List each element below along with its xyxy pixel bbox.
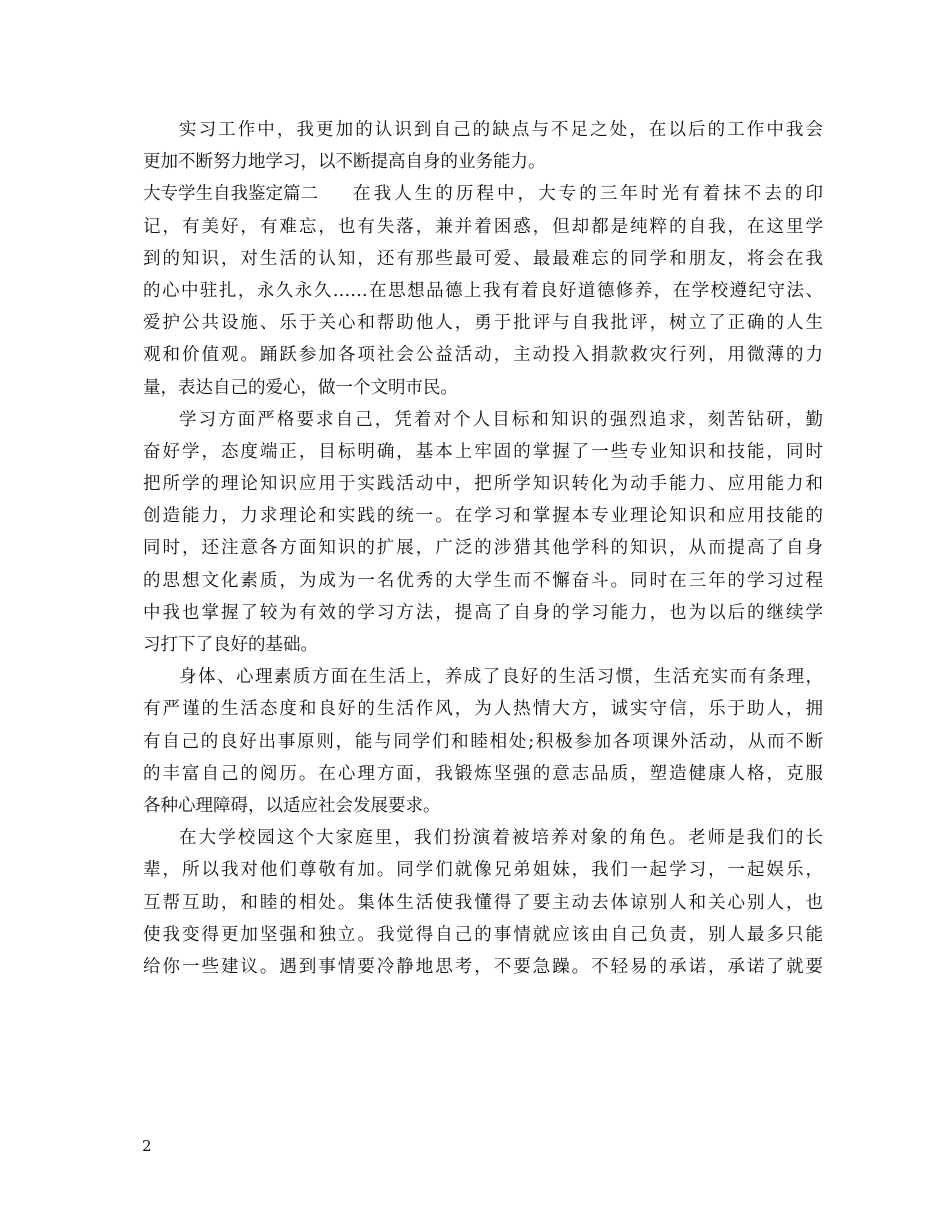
text-line: 习打下了良好的基础。 [143, 635, 318, 655]
heading-line [143, 178, 823, 210]
text-line: 身体、心理素质方面在生活上，养成了良好的生活习惯，生活充实而有条理， [179, 667, 823, 688]
text-line: 把所学的理论知识应用于实践活动中，把所学知识转化为动手能力、应用能力和 [143, 474, 823, 495]
text-line: 互帮互助，和睦的相处。集体生活使我懂得了要主动去体谅别人和关心别人，也 [143, 892, 823, 913]
text-line: 奋好学，态度端正，目标明确，基本上牢固的掌握了一些专业知识和技能，同时 [143, 441, 823, 462]
text-line: 给你一些建议。遇到事情要冷静地思考，不要急躁。不轻易的承诺，承诺了就要 [143, 956, 823, 977]
text-line: 创造能力，力求理论和实践的统一。在学习和掌握本专业理论知识和应用技能的 [143, 506, 823, 527]
paragraph [143, 822, 823, 983]
text-line: 更加不断努力地学习，以不断提高自身的业务能力。 [143, 152, 546, 173]
text-line: 爱护公共设施、乐于关心和帮助他人，勇于批评与自我批评，树立了正确的人生 [143, 313, 823, 334]
text-line: 量，表达自己的爱心，做一个文明市民。 [143, 377, 458, 398]
text-line: 各种心理障碍，以适应社会发展要求。 [143, 795, 441, 816]
text-line: 中我也掌握了较为有效的学习方法，提高了自身的学习能力，也为以后的继续学 [143, 602, 823, 623]
text-line: 同时，还注意各方面知识的扩展，广泛的涉猎其他学科的知识，从而提高了自身 [143, 538, 823, 559]
text-line: 有严谨的生活态度和良好的生活作风，为人热情大方，诚实守信，乐于助人，拥 [143, 699, 823, 720]
paragraph [143, 178, 823, 403]
text-line: 使我变得更加坚强和独立。我觉得自己的事情就应该由自己负责，别人最多只能 [143, 924, 823, 945]
text-line: 学习方面严格要求自己，凭着对个人目标和知识的强烈追求，刻苦钻研，勤 [179, 409, 823, 430]
page-number: 2 [142, 1137, 152, 1155]
text-line: 的丰富自己的阅历。在心理方面，我锻炼坚强的意志品质，塑造健康人格，克服 [143, 763, 823, 784]
section-heading: 大专学生自我鉴定篇二 [143, 184, 318, 205]
text-line: 实习工作中，我更加的认识到自己的缺点与不足之处，在以后的工作中我会 [179, 120, 823, 140]
text-line: 观和价值观。踊跃参加各项社会公益活动，主动投入捐款救灾行列，用微薄的力 [143, 345, 823, 366]
text-line: 的思想文化素质，为成为一名优秀的大学生而不懈奋斗。同时在三年的学习过程 [143, 570, 823, 591]
text-line: 有自己的良好出事原则，能与同学们和睦相处;积极参加各项课外活动，从而不断 [143, 731, 823, 752]
paragraph [143, 114, 823, 178]
paragraph [143, 404, 823, 662]
text-line: 记，有美好，有难忘，也有失落，兼并着困惑，但却都是纯粹的自我，在这里学 [143, 216, 823, 237]
text-line: 在大学校园这个大家庭里，我们扮演着被培养对象的角色。老师是我们的长 [179, 828, 823, 849]
text-line: 到的知识，对生活的认知，还有那些最可爱、最最难忘的同学和朋友，将会在我 [143, 248, 823, 269]
text-line: 在我人生的历程中，大专的三年时光有着抹不去的印 [353, 184, 823, 205]
text-line: 的心中驻扎，永久永久……在思想品德上我有着良好道德修养，在学校遵纪守法、 [143, 280, 823, 301]
text-line: 辈，所以我对他们尊敬有加。同学们就像兄弟姐妹，我们一起学习，一起娱乐， [143, 860, 823, 881]
paragraph [143, 661, 823, 822]
document-body [143, 114, 823, 983]
